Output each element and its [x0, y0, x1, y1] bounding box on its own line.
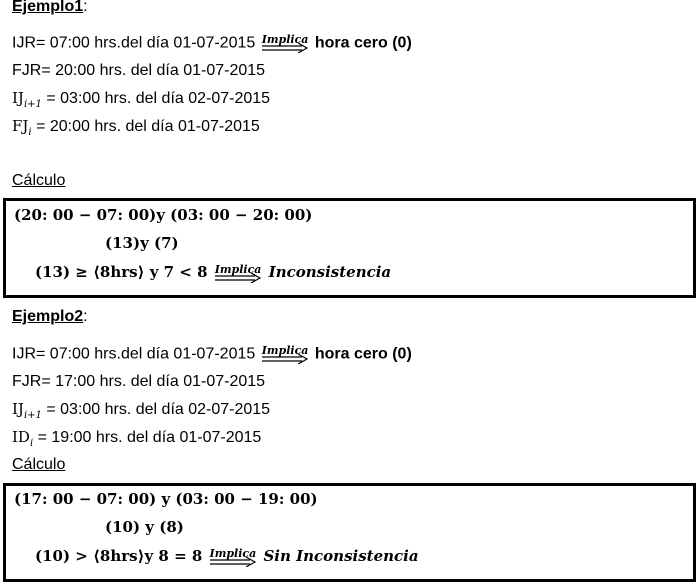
example2-line-ij: [12, 400, 270, 421]
example2-calc-condition: (10) > ⟨8hrs⟩y 8 = 8: [35, 547, 203, 565]
example1-ij-sub: i+1: [23, 99, 42, 111]
example2-ij-sub: i+1: [23, 410, 42, 422]
example2-title: Ejemplo2: [12, 308, 84, 325]
example1-calc-line3: [35, 263, 391, 283]
example1-calc-condition: (13) ≥ ⟨8hrs⟩ y 7 < 8: [35, 263, 208, 281]
example1-line-fj: [12, 117, 260, 138]
example2-calc-line2: (10) y (8): [105, 518, 184, 536]
example1-calc-result: Inconsistencia: [268, 263, 392, 281]
example1-calc-implica-label: Implica: [214, 262, 262, 276]
example2-id-var: ID: [12, 428, 30, 446]
example1-ijr-time: IJR= 07:00 hrs: [12, 34, 117, 52]
example1-ij-var: IJ: [12, 89, 24, 107]
example1-ijr-date: .del día 01-07-2015: [116, 34, 256, 52]
example2-line-id: [12, 428, 261, 449]
example2-implica-arrow: [262, 345, 309, 364]
example1-calc-line2: (13)y (7): [105, 234, 179, 252]
example1-line-ij: [12, 89, 270, 110]
example2-id-sub: i: [29, 438, 34, 450]
example2-heading: [12, 308, 88, 326]
example2-calc-result: Sin Inconsistencia: [263, 547, 419, 565]
example2-calc-implica-label: Implica: [209, 546, 257, 560]
example2-title-colon: :: [83, 308, 88, 325]
example1-fj-var: FJ: [12, 117, 29, 135]
example2-implica-label: Implica: [261, 344, 309, 357]
example1-line-fjr: FJR= 20:00 hrs. del día 01-07-2015: [12, 62, 266, 79]
example2-ij-text: = 03:00 hrs. del día 02-07-2015: [41, 401, 271, 418]
example2-calc-implica-arrow: [210, 548, 257, 567]
example1-title-colon: :: [83, 0, 88, 15]
example1-hora-cero: hora cero (0): [314, 34, 412, 52]
example2-ij-var: IJ: [12, 400, 24, 418]
example2-ijr-time: IJR= 07:00 hrs: [12, 345, 117, 363]
example1-title: Ejemplo1: [12, 0, 84, 15]
example2-calc-line1: (17: 00 − 07: 00) y (03: 00 − 19: 00): [14, 490, 318, 508]
example1-calc-line1: (20: 00 − 07: 00)y (03: 00 − 20: 00): [14, 206, 313, 224]
example1-ij-text: = 03:00 hrs. del día 02-07-2015: [41, 90, 271, 107]
example1-implica-arrow: [262, 34, 309, 53]
example1-calc-box: [3, 198, 696, 298]
example2-calc-box: [3, 483, 696, 582]
example1-heading: [12, 0, 88, 16]
example1-calc-implica-arrow: [215, 264, 262, 283]
example2-calc-line3: [35, 547, 419, 567]
example2-line-fjr: FJR= 17:00 hrs. del día 01-07-2015: [12, 373, 266, 390]
example2-ijr-date: .del día 01-07-2015: [116, 345, 256, 363]
example2-line-ijr: [12, 345, 412, 364]
example1-line-ijr: [12, 34, 412, 53]
example2-calculo-label: Cálculo: [12, 456, 66, 473]
example2-id-text: = 19:00 hrs. del día 01-07-2015: [33, 429, 262, 446]
example1-fj-sub: i: [28, 127, 32, 139]
example1-calculo-label: Cálculo: [12, 172, 66, 189]
example1-implica-label: Implica: [261, 33, 309, 46]
example1-fj-text: = 20:00 hrs. del día 01-07-2015: [31, 118, 260, 135]
example2-hora-cero: hora cero (0): [314, 345, 412, 363]
